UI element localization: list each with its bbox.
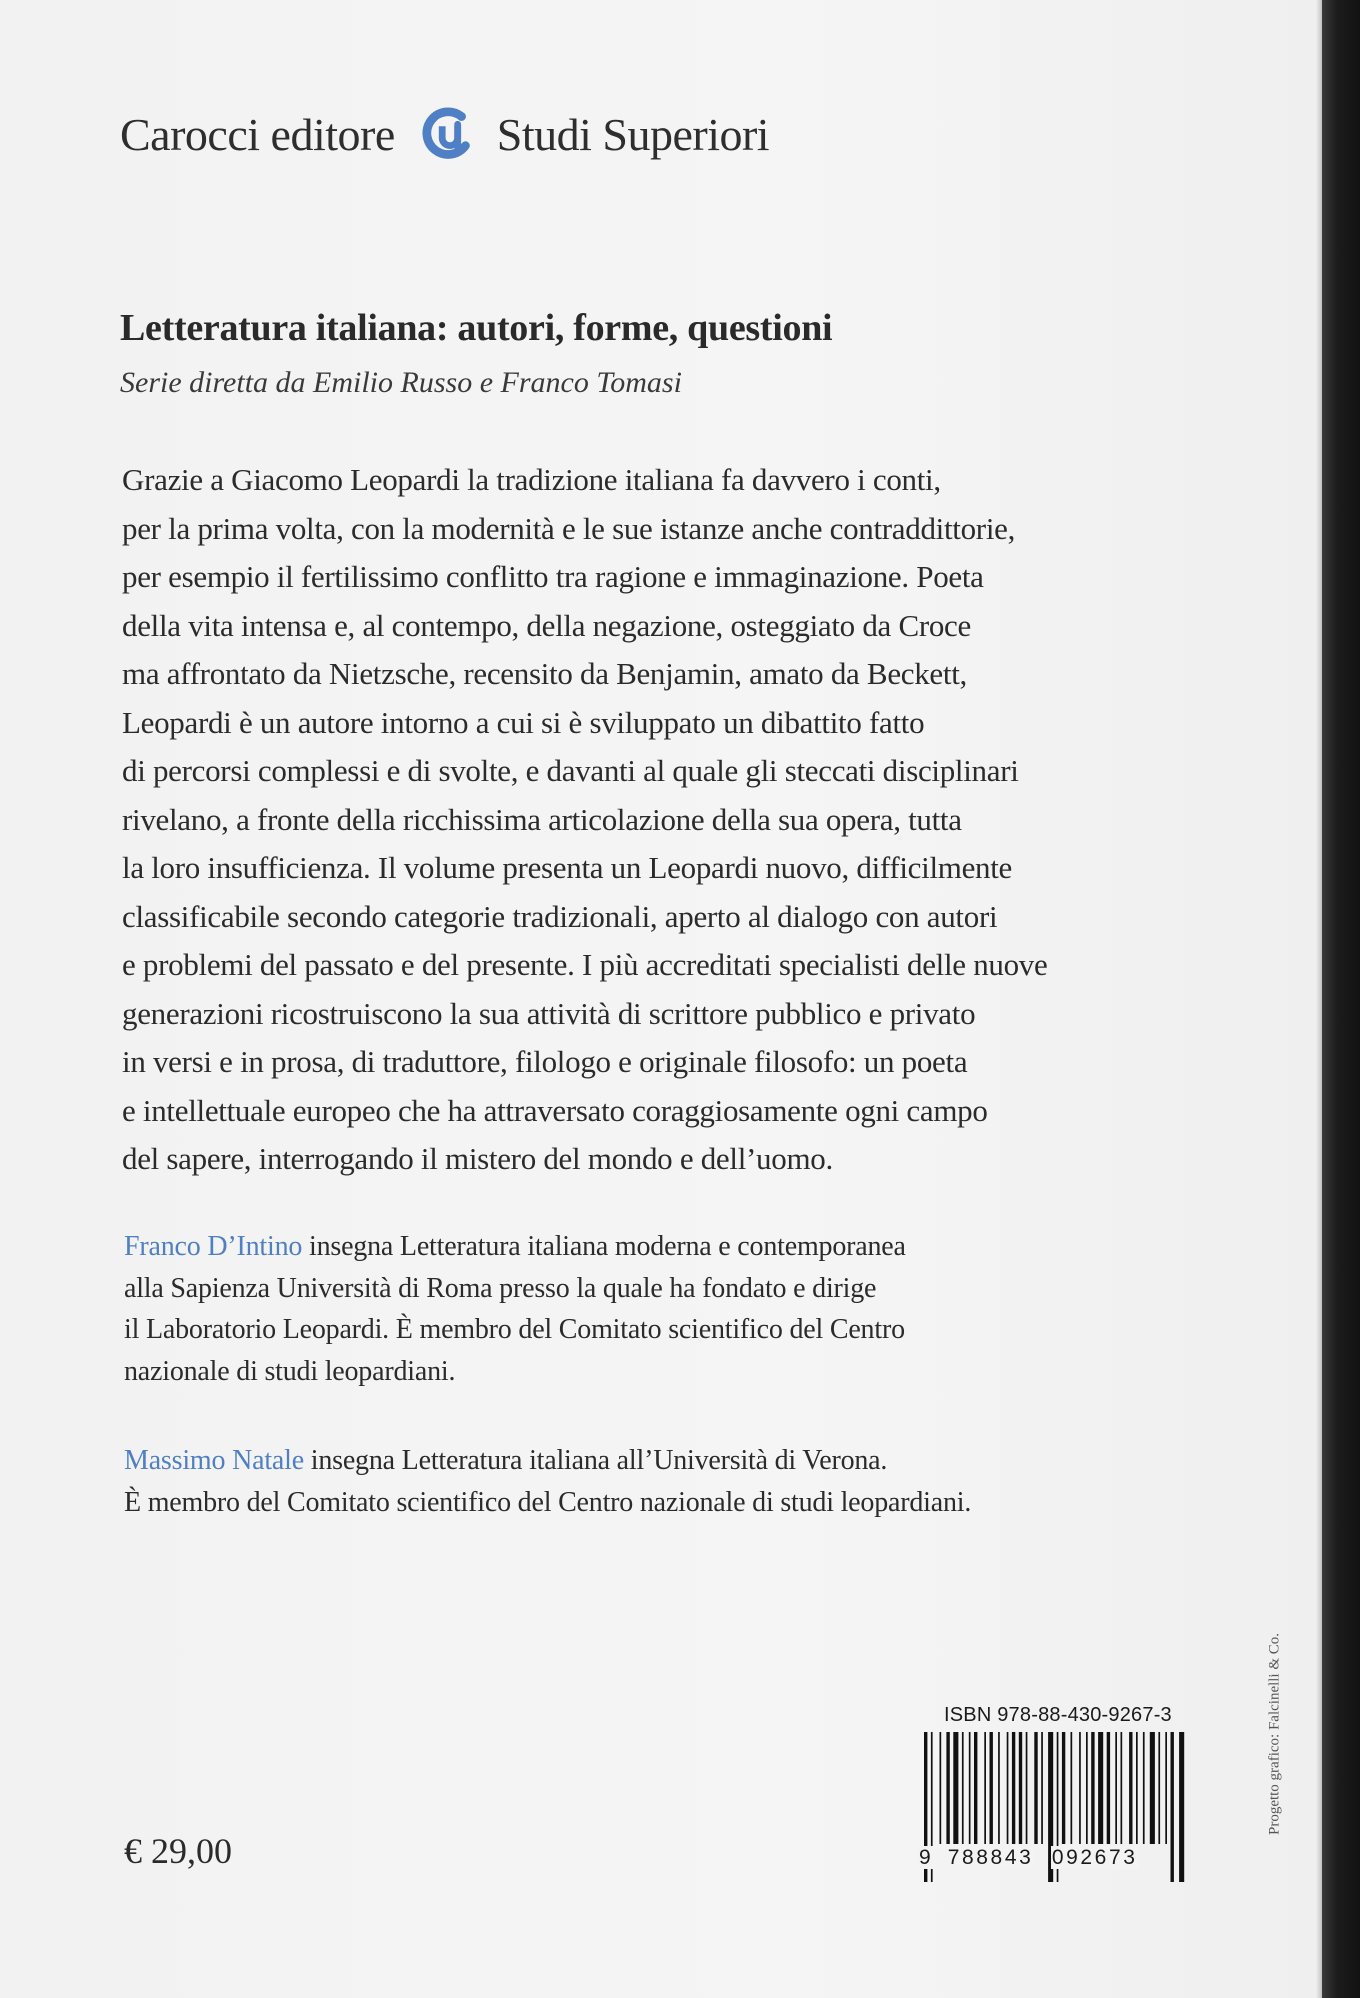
at-sign-icon <box>417 103 479 165</box>
barcode-bar <box>1034 1732 1037 1844</box>
barcode-bar <box>1026 1732 1028 1844</box>
description-line: ma affrontato da Nietzsche, recensito da Benjamin, amato da Beckett, <box>122 656 967 691</box>
description-line: la loro insufficienza. Il volume presenta un Leopardi nuovo, difficilmente <box>122 850 1013 885</box>
barcode-bar <box>1107 1732 1110 1844</box>
book-spine <box>1322 0 1360 1998</box>
barcode-digits <box>918 1846 1194 1872</box>
series-title: Letteratura italiana: autori, forme, questioni <box>120 307 833 349</box>
description-line: di percorsi complessi e di svolte, e davanti al quale gli steccati disciplinari <box>122 753 1019 788</box>
description-line: generazioni ricostruiscono la sua attività di scrittore pubblico e privato <box>122 995 976 1031</box>
description-line: classificabile secondo categorie tradizionali, aperto al dialogo con autori <box>122 898 998 934</box>
barcode-digit-first: 9 <box>919 1846 934 1869</box>
barcode-bar <box>1086 1732 1088 1844</box>
barcode-bar <box>990 1732 993 1844</box>
bio-line <box>124 1440 1204 1482</box>
barcode-bar <box>1143 1732 1145 1844</box>
barcode-bar <box>1019 1732 1022 1844</box>
description-line: Leopardi è un autore intorno a cui si è sviluppato un dibattito fatto <box>122 704 925 740</box>
description-line: del sapere, interrogando il mistero del mondo e dell’uomo. <box>122 1141 833 1176</box>
description-line: in versi e in prosa, di traduttore, filologo e originale filosofo: un poeta <box>122 1044 968 1079</box>
author-bio-dintino <box>124 1226 1204 1392</box>
series-label: Studi Superiori <box>496 108 770 160</box>
barcode-bar <box>1079 1732 1081 1844</box>
description-line: Grazie a Giacomo Leopardi la tradizione italiana fa davvero i conti, <box>122 462 941 497</box>
bio-line <box>124 1226 1204 1268</box>
barcode-bar <box>1150 1732 1155 1844</box>
barcode-bar <box>946 1732 949 1844</box>
description-line: per la prima volta, con la modernità e le sue istanze anche contraddittorie, <box>122 510 1016 546</box>
publisher-name: Carocci editore <box>120 108 395 160</box>
barcode-bar <box>1115 1732 1117 1844</box>
book-description <box>122 456 1202 1184</box>
barcode-bar <box>953 1732 958 1844</box>
author-name: Massimo Natale <box>124 1445 304 1476</box>
barcode-bar <box>1071 1732 1073 1844</box>
bio-text: insegna Letteratura italiana all’Università di Verona. <box>303 1445 888 1476</box>
barcode-bar <box>1136 1732 1138 1844</box>
description-line: della vita intensa e, al contempo, della negazione, osteggiato da Croce <box>122 607 971 643</box>
barcode-bar <box>984 1732 986 1844</box>
barcode-bar <box>1012 1732 1015 1844</box>
series-editors: Serie diretta da Emilio Russo e Franco Tomasi <box>120 366 682 399</box>
barcode-bar <box>1041 1732 1043 1844</box>
barcode-digits-left: 788843 <box>947 1846 1034 1869</box>
author-bio-natale <box>124 1440 1204 1523</box>
barcode-bar <box>1098 1732 1103 1844</box>
barcode-bar <box>962 1732 964 1844</box>
description-line: e intellettuale europeo che ha attraversato coraggiosamente ogni campo <box>122 1092 988 1128</box>
bio-line: alla Sapienza Università di Roma presso la quale ha fondato e dirige <box>124 1272 877 1304</box>
barcode-bar <box>1007 1732 1009 1844</box>
barcode-bar <box>1158 1732 1160 1844</box>
barcode-bar <box>969 1732 971 1844</box>
description-line: per esempio il fertilissimo conflitto tra ragione e immaginazione. Poeta <box>122 559 984 594</box>
publisher-header <box>120 98 769 170</box>
isbn-label: ISBN 978-88-430-9267-3 <box>944 1704 1172 1726</box>
price: € 29,00 <box>124 1831 232 1871</box>
barcode-bar <box>1121 1732 1123 1844</box>
bio-line: nazionale di studi leopardiani. <box>124 1355 456 1387</box>
design-credit-text: Progetto grafico: Falcinelli & Co. <box>1266 1632 1283 1836</box>
bio-line: È membro del Comitato scientifico del Centro nazionale di studi leopardiani. <box>124 1486 972 1518</box>
description-line: rivelano, a fronte della ricchissima articolazione della sua opera, tutta <box>122 801 962 837</box>
barcode-bar <box>1165 1732 1167 1844</box>
barcode-bar <box>974 1732 977 1844</box>
barcode-bar <box>1129 1732 1132 1844</box>
bio-text: insegna Letteratura italiana moderna e contemporanea <box>302 1231 906 1262</box>
description-line: e problemi del passato e del presente. I più accreditati specialisti delle nuove <box>122 947 1048 982</box>
design-credit <box>1262 1594 1288 1874</box>
barcode-bar <box>998 1732 1000 1844</box>
barcode-bar <box>1062 1732 1065 1844</box>
bio-line: il Laboratorio Leopardi. È membro del Comitato scientifico del Centro <box>124 1314 905 1345</box>
barcode-digits-right: 092673 <box>1051 1846 1138 1869</box>
barcode-bar <box>1091 1732 1094 1844</box>
barcode-bar <box>940 1732 942 1844</box>
author-name: Franco D’Intino <box>124 1231 303 1262</box>
